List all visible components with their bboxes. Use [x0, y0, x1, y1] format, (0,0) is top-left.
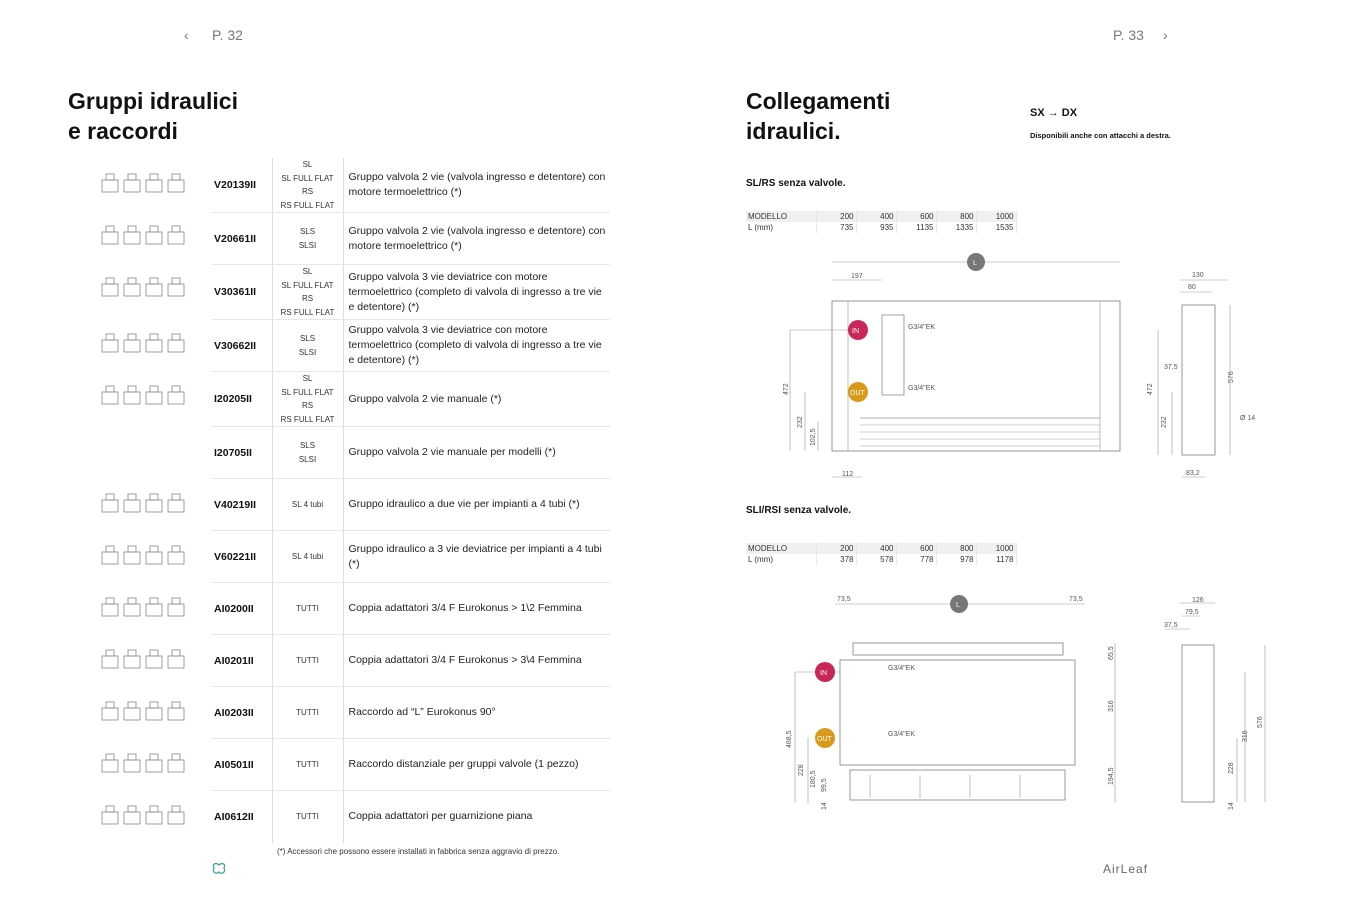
left-title: Gruppi idraulici e raccordi — [68, 88, 238, 144]
dim-cell: 578 — [856, 554, 896, 565]
dim-cell: 735 — [816, 222, 856, 233]
product-code: V20661II — [212, 213, 272, 265]
direction-note: Disponibili anche con attacchi a destra. — [1030, 131, 1171, 140]
model-name: SLSI — [298, 454, 317, 464]
dim-cell: 400 — [856, 211, 896, 222]
dim-cell: 778 — [896, 554, 936, 565]
svg-text:OUT: OUT — [817, 736, 832, 743]
svg-text:37,5: 37,5 — [1164, 364, 1178, 371]
model-name: SL 4 tubi — [291, 499, 324, 509]
svg-text:37,5: 37,5 — [1164, 622, 1178, 629]
dim-cell: MODELLO — [746, 543, 816, 554]
dim-cell: 600 — [896, 211, 936, 222]
dim-cell: 1000 — [976, 211, 1016, 222]
svg-text:576: 576 — [1228, 371, 1235, 383]
svg-text:232: 232 — [797, 416, 804, 428]
product-code: AI0201II — [212, 635, 272, 687]
product-description: Gruppo valvola 2 vie manuale (*) — [343, 372, 610, 427]
svg-text:126: 126 — [1192, 597, 1204, 604]
svg-text:G3/4"EK: G3/4"EK — [888, 731, 915, 738]
svg-text:102,5: 102,5 — [810, 428, 817, 446]
model-name: TUTTI — [296, 707, 319, 717]
svg-text:73,5: 73,5 — [1069, 596, 1083, 603]
product-code: AI0501II — [212, 739, 272, 791]
product-description: Raccordo ad “L” Eurokonus 90° — [343, 687, 610, 739]
dim-cell: 1178 — [976, 554, 1016, 565]
model-name: SLSI — [298, 240, 317, 250]
page-label-left: P. 32 — [212, 27, 243, 43]
model-name: RS — [301, 187, 314, 196]
model-name: TUTTI — [296, 759, 319, 769]
dim-cell: 800 — [936, 543, 976, 554]
svg-text:G3/4"EK: G3/4"EK — [908, 385, 935, 392]
product-description: Raccordo distanziale per gruppi valvole (1 pezzo) — [343, 739, 610, 791]
svg-text:L: L — [973, 260, 977, 267]
dim-cell: 400 — [856, 543, 896, 554]
svg-text:316: 316 — [1242, 730, 1249, 742]
drawing1-labels — [783, 253, 1255, 478]
model-name: SLS — [299, 334, 316, 343]
dim-cell: 1000 — [976, 543, 1016, 554]
svg-text:65,5: 65,5 — [1108, 646, 1115, 660]
dim-cell: 200 — [816, 543, 856, 554]
model-name: RS — [301, 294, 314, 303]
svg-text:80: 80 — [1188, 284, 1196, 291]
svg-text:180,5: 180,5 — [810, 770, 817, 788]
product-description: Gruppo valvola 3 vie deviatrice con motore termoelettrico (completo di valvola di ingresso a tre vie e detentore) (*) — [343, 320, 610, 372]
product-description: Gruppo valvola 2 vie (valvola ingresso e detentore) con motore termoelettrico (*) — [343, 158, 610, 213]
model-name: SL FULL FLAT — [281, 280, 334, 290]
svg-text:468,5: 468,5 — [786, 730, 793, 748]
product-description: Coppia adattatori per guarnizione piana — [348, 810, 533, 823]
svg-text:576: 576 — [1257, 716, 1264, 728]
svg-text:228: 228 — [798, 764, 805, 776]
svg-text:112: 112 — [842, 471, 854, 478]
prev-page-icon[interactable]: ‹ — [184, 27, 189, 43]
svg-text:316: 316 — [1108, 700, 1115, 712]
svg-text:472: 472 — [783, 383, 790, 395]
svg-text:83,2: 83,2 — [1186, 470, 1200, 477]
model-name: SLS — [299, 227, 316, 236]
model-name: RS FULL FLAT — [280, 414, 335, 424]
product-description: Coppia adattatori 3/4 F Eurokonus > 3\4 Femmina — [343, 635, 610, 687]
dim-cell: 1135 — [896, 222, 936, 233]
footnote: (*) Accessori che possono essere installati in fabbrica senza aggravio di prezzo. — [277, 847, 560, 856]
product-code: AI0200II — [212, 583, 272, 635]
model-name: SL 4 tubi — [291, 551, 324, 561]
svg-text:472: 472 — [1147, 383, 1154, 395]
model-name: SLS — [299, 441, 316, 450]
svg-text:73,5: 73,5 — [837, 596, 851, 603]
model-name: TUTTI — [296, 603, 319, 613]
dim-cell: 378 — [816, 554, 856, 565]
model-name: SL — [302, 267, 313, 276]
dim-cell: MODELLO — [746, 211, 816, 222]
product-code: V20139II — [212, 158, 272, 213]
dim-cell: L (mm) — [746, 554, 816, 565]
model-name: SL — [302, 160, 313, 169]
product-code: V30662II — [212, 320, 272, 372]
svg-text:OUT: OUT — [850, 390, 865, 397]
dim-cell: 600 — [896, 543, 936, 554]
dim-cell: 1335 — [936, 222, 976, 233]
model-name: RS — [301, 401, 314, 410]
svg-text:14: 14 — [821, 802, 828, 810]
model-name: RS FULL FLAT — [280, 200, 335, 210]
svg-text:14: 14 — [1228, 802, 1235, 810]
product-description: Gruppo idraulico a due vie per impianti a 4 tubi (*) — [343, 479, 610, 531]
product-description: Coppia adattatori 3/4 F Eurokonus > 1\2 Femmina — [343, 583, 610, 635]
product-description: Gruppo idraulico a 3 vie deviatrice per impianti a 4 tubi (*) — [343, 531, 610, 583]
dim-cell: 978 — [936, 554, 976, 565]
page-label-right: P. 33 — [1113, 27, 1144, 43]
dim-cell: 1535 — [976, 222, 1016, 233]
section1-title: SL/RS senza valvole. — [746, 178, 846, 189]
product-code: V40219II — [212, 479, 272, 531]
product-code: I20205II — [212, 372, 272, 427]
direction-label: SX → DX — [1030, 107, 1078, 119]
next-page-icon[interactable]: › — [1163, 27, 1168, 43]
dim-cell: 935 — [856, 222, 896, 233]
svg-text:194,5: 194,5 — [1108, 767, 1115, 785]
model-name: SLSI — [298, 347, 317, 357]
model-name: SL FULL FLAT — [281, 173, 334, 183]
model-name: TUTTI — [296, 655, 319, 665]
model-name: RS FULL FLAT — [280, 307, 335, 317]
product-description: Gruppo valvola 2 vie (valvola ingresso e detentore) con motore termoelettrico (*) — [343, 213, 610, 265]
product-code: AI0203II — [212, 687, 272, 739]
dim-cell: 200 — [816, 211, 856, 222]
product-description: Gruppo valvola 2 vie manuale per modelli (*) — [343, 427, 610, 479]
product-code: V60221II — [212, 531, 272, 583]
right-title: Collegamenti idraulici. — [746, 88, 891, 144]
svg-text:130: 130 — [1192, 272, 1204, 279]
svg-text:197: 197 — [851, 273, 863, 280]
svg-text:IN: IN — [852, 328, 859, 335]
product-code: AI0612II — [212, 791, 272, 843]
svg-text:232: 232 — [1161, 416, 1168, 428]
dim-cell: 800 — [936, 211, 976, 222]
product-description: Gruppo valvola 3 vie deviatrice con motore termoelettrico (completo di valvola di ingresso a tre vie e detentore) (*) — [343, 265, 610, 320]
model-name: SL — [302, 374, 313, 383]
svg-text:G3/4"EK: G3/4"EK — [888, 665, 915, 672]
svg-text:99,5: 99,5 — [821, 778, 828, 792]
svg-text:228: 228 — [1228, 762, 1235, 774]
svg-text:79,5: 79,5 — [1185, 609, 1199, 616]
product-code: V30361II — [212, 265, 272, 320]
brand-name: AirLeaf — [1103, 862, 1149, 876]
svg-text:G3/4"EK: G3/4"EK — [908, 324, 935, 331]
svg-text:L: L — [956, 602, 960, 609]
section2-title: SLI/RSI senza valvole. — [746, 505, 852, 516]
svg-text:Ø 14: Ø 14 — [1240, 415, 1256, 422]
model-name: SL FULL FLAT — [281, 387, 334, 397]
model-name: TUTTI — [296, 812, 319, 821]
svg-text:IN: IN — [820, 670, 827, 677]
dim-cell: L (mm) — [746, 222, 816, 233]
drawing2-labels — [786, 595, 1264, 810]
product-code: I20705II — [212, 427, 272, 479]
drawing2-front — [795, 603, 1265, 803]
